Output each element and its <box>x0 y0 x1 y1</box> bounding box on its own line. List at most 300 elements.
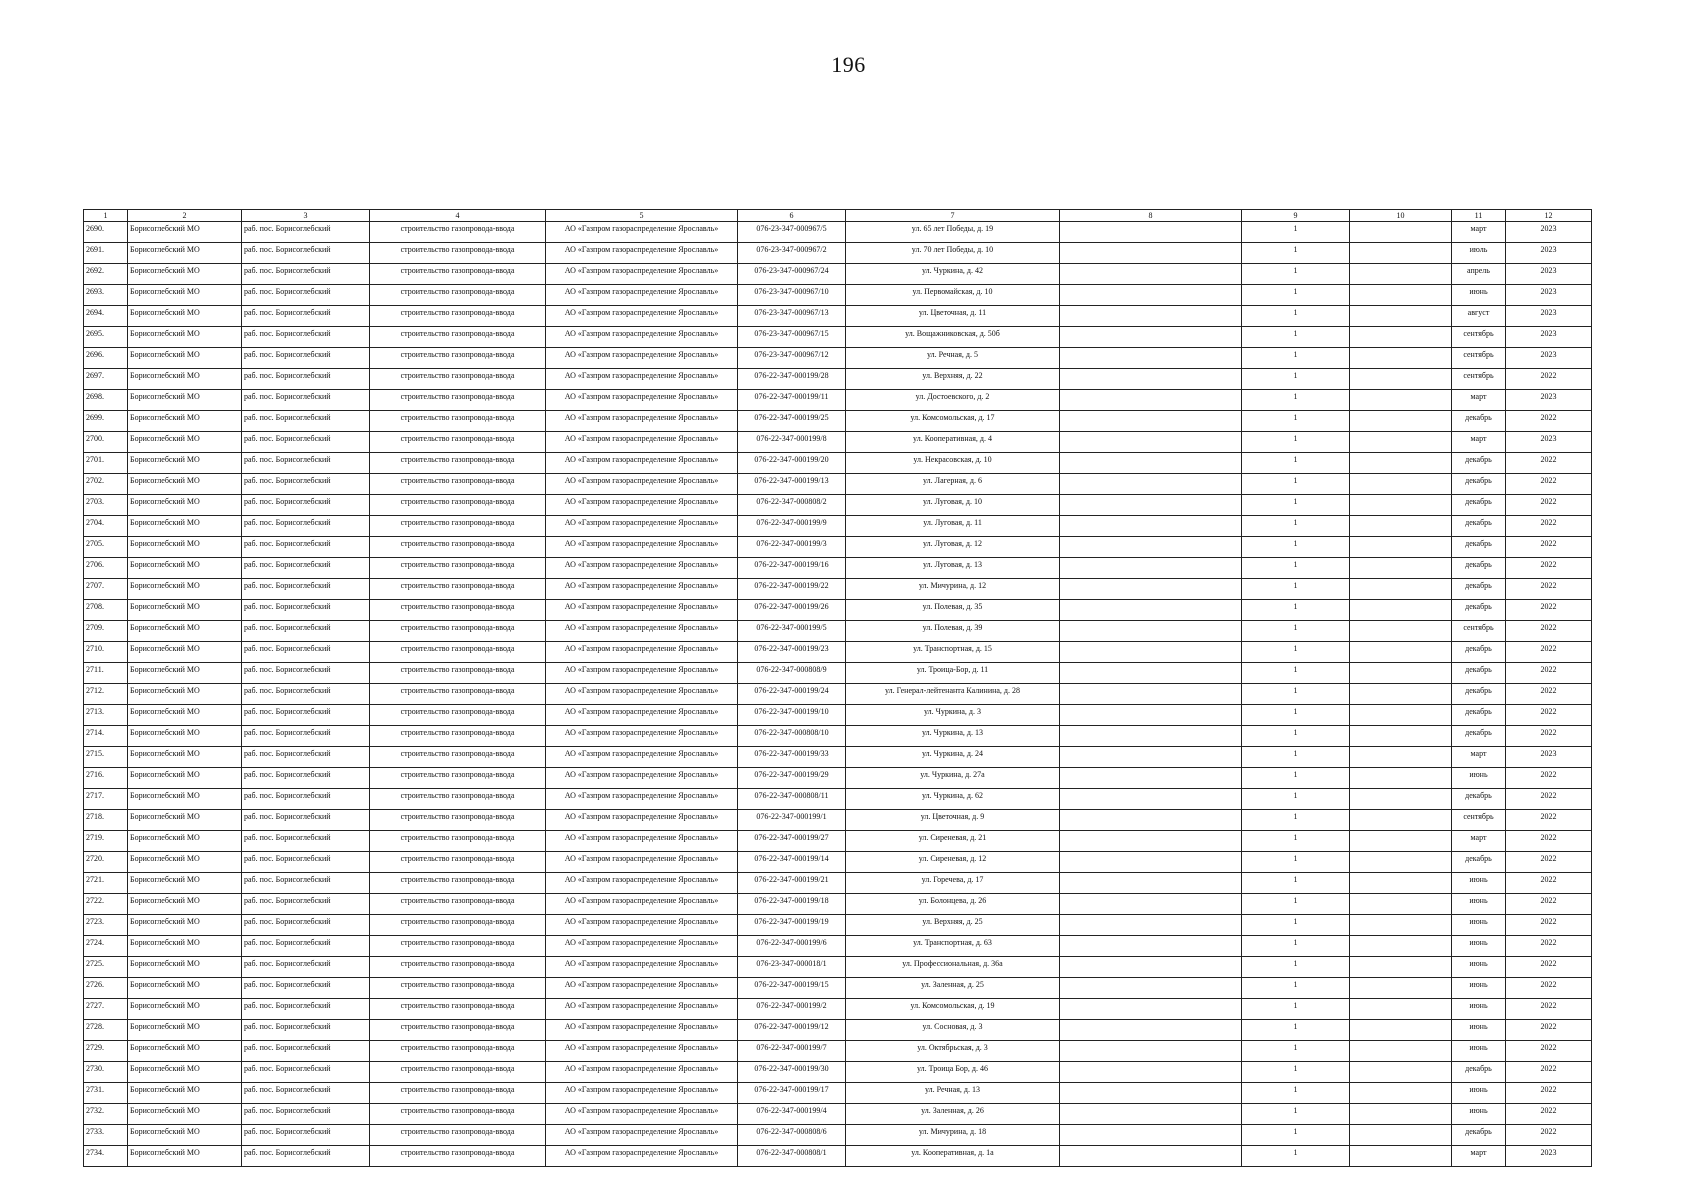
cell-municipality: Борисоглебский МО <box>128 495 242 516</box>
cell-month: декабрь <box>1452 1125 1506 1146</box>
cell-contract-number: 076-22-347-000199/16 <box>738 558 846 579</box>
cell-organization: АО «Газпром газораспределение Ярославль» <box>546 789 738 810</box>
cell-row-number: 2716. <box>84 768 128 789</box>
cell-column-8-value <box>1060 705 1242 726</box>
cell-municipality: Борисоглебский МО <box>128 663 242 684</box>
cell-row-number: 2714. <box>84 726 128 747</box>
cell-work-type: строительство газопровода-ввода <box>370 747 546 768</box>
cell-municipality: Борисоглебский МО <box>128 516 242 537</box>
cell-address: ул. Чуркина, д. 24 <box>846 747 1060 768</box>
cell-month: июнь <box>1452 936 1506 957</box>
cell-quantity: 1 <box>1242 915 1350 936</box>
cell-organization: АО «Газпром газораспределение Ярославль» <box>546 579 738 600</box>
cell-address: ул. Троица Бор, д. 46 <box>846 1062 1060 1083</box>
cell-column-10-value <box>1350 453 1452 474</box>
cell-month: март <box>1452 831 1506 852</box>
cell-column-10-value <box>1350 1125 1452 1146</box>
cell-address: ул. Верхняя, д. 25 <box>846 915 1060 936</box>
cell-address: ул. Некрасовская, д. 10 <box>846 453 1060 474</box>
cell-row-number: 2712. <box>84 684 128 705</box>
cell-address: ул. Первомайская, д. 10 <box>846 285 1060 306</box>
cell-column-8-value <box>1060 327 1242 348</box>
cell-organization: АО «Газпром газораспределение Ярославль» <box>546 852 738 873</box>
cell-organization: АО «Газпром газораспределение Ярославль» <box>546 1125 738 1146</box>
cell-year: 2022 <box>1506 1083 1592 1104</box>
cell-work-type: строительство газопровода-ввода <box>370 999 546 1020</box>
cell-work-type: строительство газопровода-ввода <box>370 243 546 264</box>
cell-column-10-value <box>1350 726 1452 747</box>
cell-row-number: 2722. <box>84 894 128 915</box>
cell-column-8-value <box>1060 642 1242 663</box>
cell-work-type: строительство газопровода-ввода <box>370 1020 546 1041</box>
cell-settlement: раб. пос. Борисоглебский <box>242 474 370 495</box>
cell-municipality: Борисоглебский МО <box>128 285 242 306</box>
cell-work-type: строительство газопровода-ввода <box>370 894 546 915</box>
cell-year: 2023 <box>1506 243 1592 264</box>
table-row <box>84 894 1592 915</box>
cell-address: ул. Полевая, д. 35 <box>846 600 1060 621</box>
cell-contract-number: 076-22-347-000808/10 <box>738 726 846 747</box>
cell-municipality: Борисоглебский МО <box>128 600 242 621</box>
cell-organization: АО «Газпром газораспределение Ярославль» <box>546 474 738 495</box>
cell-month: декабрь <box>1452 495 1506 516</box>
cell-year: 2022 <box>1506 537 1592 558</box>
table-row <box>84 705 1592 726</box>
cell-column-8-value <box>1060 852 1242 873</box>
cell-quantity: 1 <box>1242 1125 1350 1146</box>
cell-contract-number: 076-22-347-000199/24 <box>738 684 846 705</box>
cell-contract-number: 076-22-347-000199/12 <box>738 1020 846 1041</box>
cell-year: 2023 <box>1506 264 1592 285</box>
cell-quantity: 1 <box>1242 621 1350 642</box>
cell-quantity: 1 <box>1242 348 1350 369</box>
cell-column-10-value <box>1350 264 1452 285</box>
cell-organization: АО «Газпром газораспределение Ярославль» <box>546 684 738 705</box>
cell-column-10-value <box>1350 243 1452 264</box>
cell-month: сентябрь <box>1452 621 1506 642</box>
cell-work-type: строительство газопровода-ввода <box>370 873 546 894</box>
table-row <box>84 726 1592 747</box>
cell-address: ул. Цветочная, д. 11 <box>846 306 1060 327</box>
cell-municipality: Борисоглебский МО <box>128 474 242 495</box>
cell-contract-number: 076-22-347-000199/4 <box>738 1104 846 1125</box>
cell-quantity: 1 <box>1242 432 1350 453</box>
cell-row-number: 2698. <box>84 390 128 411</box>
cell-column-8-value <box>1060 1083 1242 1104</box>
cell-column-10-value <box>1350 957 1452 978</box>
cell-quantity: 1 <box>1242 999 1350 1020</box>
cell-municipality: Борисоглебский МО <box>128 243 242 264</box>
cell-column-8-value <box>1060 243 1242 264</box>
cell-organization: АО «Газпром газораспределение Ярославль» <box>546 306 738 327</box>
cell-month: декабрь <box>1452 600 1506 621</box>
cell-column-8-value <box>1060 474 1242 495</box>
cell-municipality: Борисоглебский МО <box>128 789 242 810</box>
cell-organization: АО «Газпром газораспределение Ярославль» <box>546 1104 738 1125</box>
cell-column-8-value <box>1060 894 1242 915</box>
table-row <box>84 999 1592 1020</box>
cell-row-number: 2727. <box>84 999 128 1020</box>
cell-settlement: раб. пос. Борисоглебский <box>242 726 370 747</box>
cell-organization: АО «Газпром газораспределение Ярославль» <box>546 915 738 936</box>
cell-address: ул. Верхняя, д. 22 <box>846 369 1060 390</box>
cell-row-number: 2731. <box>84 1083 128 1104</box>
cell-column-10-value <box>1350 642 1452 663</box>
cell-organization: АО «Газпром газораспределение Ярославль» <box>546 1083 738 1104</box>
cell-month: апрель <box>1452 264 1506 285</box>
cell-work-type: строительство газопровода-ввода <box>370 1041 546 1062</box>
cell-municipality: Борисоглебский МО <box>128 369 242 390</box>
cell-month: июль <box>1452 243 1506 264</box>
cell-quantity: 1 <box>1242 957 1350 978</box>
table-row <box>84 369 1592 390</box>
cell-work-type: строительство газопровода-ввода <box>370 495 546 516</box>
cell-work-type: строительство газопровода-ввода <box>370 957 546 978</box>
cell-municipality: Борисоглебский МО <box>128 306 242 327</box>
cell-municipality: Борисоглебский МО <box>128 957 242 978</box>
table-row <box>84 873 1592 894</box>
cell-month: декабрь <box>1452 411 1506 432</box>
cell-row-number: 2728. <box>84 1020 128 1041</box>
cell-column-10-value <box>1350 537 1452 558</box>
cell-month: декабрь <box>1452 789 1506 810</box>
cell-contract-number: 076-22-347-000199/15 <box>738 978 846 999</box>
cell-work-type: строительство газопровода-ввода <box>370 831 546 852</box>
cell-quantity: 1 <box>1242 663 1350 684</box>
cell-quantity: 1 <box>1242 222 1350 243</box>
column-header: 10 <box>1350 210 1452 222</box>
cell-organization: АО «Газпром газораспределение Ярославль» <box>546 348 738 369</box>
cell-column-8-value <box>1060 453 1242 474</box>
cell-row-number: 2703. <box>84 495 128 516</box>
table-row <box>84 306 1592 327</box>
cell-address: ул. Цветочная, д. 9 <box>846 810 1060 831</box>
cell-municipality: Борисоглебский МО <box>128 1041 242 1062</box>
table-row <box>84 663 1592 684</box>
cell-year: 2022 <box>1506 369 1592 390</box>
cell-year: 2022 <box>1506 558 1592 579</box>
cell-quantity: 1 <box>1242 684 1350 705</box>
cell-quantity: 1 <box>1242 243 1350 264</box>
column-header: 1 <box>84 210 128 222</box>
cell-work-type: строительство газопровода-ввода <box>370 1062 546 1083</box>
cell-settlement: раб. пос. Борисоглебский <box>242 621 370 642</box>
cell-row-number: 2711. <box>84 663 128 684</box>
cell-work-type: строительство газопровода-ввода <box>370 684 546 705</box>
table-row <box>84 432 1592 453</box>
cell-settlement: раб. пос. Борисоглебский <box>242 579 370 600</box>
cell-year: 2023 <box>1506 1146 1592 1167</box>
cell-row-number: 2693. <box>84 285 128 306</box>
cell-year: 2023 <box>1506 747 1592 768</box>
cell-contract-number: 076-22-347-000199/14 <box>738 852 846 873</box>
cell-work-type: строительство газопровода-ввода <box>370 621 546 642</box>
cell-address: ул. Луговая, д. 12 <box>846 537 1060 558</box>
cell-municipality: Борисоглебский МО <box>128 915 242 936</box>
table-row <box>84 390 1592 411</box>
cell-column-10-value <box>1350 1041 1452 1062</box>
table-row <box>84 1125 1592 1146</box>
cell-month: март <box>1452 747 1506 768</box>
cell-settlement: раб. пос. Борисоглебский <box>242 663 370 684</box>
cell-municipality: Борисоглебский МО <box>128 348 242 369</box>
cell-address: ул. Мичурина, д. 18 <box>846 1125 1060 1146</box>
cell-row-number: 2723. <box>84 915 128 936</box>
column-header: 7 <box>846 210 1060 222</box>
cell-address: ул. Достоевского, д. 2 <box>846 390 1060 411</box>
cell-year: 2022 <box>1506 642 1592 663</box>
cell-contract-number: 076-23-347-000967/5 <box>738 222 846 243</box>
cell-contract-number: 076-22-347-000199/28 <box>738 369 846 390</box>
cell-municipality: Борисоглебский МО <box>128 327 242 348</box>
cell-work-type: строительство газопровода-ввода <box>370 558 546 579</box>
cell-organization: АО «Газпром газораспределение Ярославль» <box>546 1146 738 1167</box>
cell-row-number: 2701. <box>84 453 128 474</box>
cell-row-number: 2706. <box>84 558 128 579</box>
cell-organization: АО «Газпром газораспределение Ярославль» <box>546 1062 738 1083</box>
gas-pipeline-registry-table <box>83 209 1592 1167</box>
cell-municipality: Борисоглебский МО <box>128 873 242 894</box>
cell-month: сентябрь <box>1452 810 1506 831</box>
cell-organization: АО «Газпром газораспределение Ярославль» <box>546 432 738 453</box>
cell-address: ул. Речная, д. 13 <box>846 1083 1060 1104</box>
cell-settlement: раб. пос. Борисоглебский <box>242 873 370 894</box>
table-row <box>84 600 1592 621</box>
cell-settlement: раб. пос. Борисоглебский <box>242 915 370 936</box>
table-row <box>84 621 1592 642</box>
cell-settlement: раб. пос. Борисоглебский <box>242 705 370 726</box>
cell-column-10-value <box>1350 390 1452 411</box>
cell-row-number: 2715. <box>84 747 128 768</box>
cell-municipality: Борисоглебский МО <box>128 432 242 453</box>
cell-column-10-value <box>1350 1083 1452 1104</box>
cell-quantity: 1 <box>1242 705 1350 726</box>
cell-column-8-value <box>1060 1020 1242 1041</box>
cell-year: 2022 <box>1506 621 1592 642</box>
cell-column-10-value <box>1350 432 1452 453</box>
cell-row-number: 2699. <box>84 411 128 432</box>
cell-organization: АО «Газпром газораспределение Ярославль» <box>546 1020 738 1041</box>
cell-column-10-value <box>1350 663 1452 684</box>
cell-settlement: раб. пос. Борисоглебский <box>242 453 370 474</box>
cell-work-type: строительство газопровода-ввода <box>370 411 546 432</box>
cell-contract-number: 076-23-347-000018/1 <box>738 957 846 978</box>
cell-month: декабрь <box>1452 726 1506 747</box>
table-row <box>84 1104 1592 1125</box>
cell-municipality: Борисоглебский МО <box>128 978 242 999</box>
cell-work-type: строительство газопровода-ввода <box>370 579 546 600</box>
cell-month: июнь <box>1452 768 1506 789</box>
cell-column-10-value <box>1350 306 1452 327</box>
cell-row-number: 2697. <box>84 369 128 390</box>
cell-work-type: строительство газопровода-ввода <box>370 474 546 495</box>
cell-column-8-value <box>1060 579 1242 600</box>
cell-column-10-value <box>1350 558 1452 579</box>
table-row <box>84 747 1592 768</box>
cell-work-type: строительство газопровода-ввода <box>370 663 546 684</box>
cell-year: 2023 <box>1506 432 1592 453</box>
cell-work-type: строительство газопровода-ввода <box>370 1146 546 1167</box>
cell-year: 2022 <box>1506 684 1592 705</box>
cell-quantity: 1 <box>1242 831 1350 852</box>
cell-settlement: раб. пос. Борисоглебский <box>242 936 370 957</box>
table-row <box>84 642 1592 663</box>
cell-row-number: 2705. <box>84 537 128 558</box>
cell-row-number: 2724. <box>84 936 128 957</box>
cell-address: ул. Луговая, д. 13 <box>846 558 1060 579</box>
cell-quantity: 1 <box>1242 642 1350 663</box>
cell-settlement: раб. пос. Борисоглебский <box>242 411 370 432</box>
cell-quantity: 1 <box>1242 1062 1350 1083</box>
cell-year: 2022 <box>1506 663 1592 684</box>
cell-quantity: 1 <box>1242 600 1350 621</box>
cell-municipality: Борисоглебский МО <box>128 684 242 705</box>
cell-column-8-value <box>1060 369 1242 390</box>
cell-month: декабрь <box>1452 1062 1506 1083</box>
cell-contract-number: 076-23-347-000967/2 <box>738 243 846 264</box>
cell-contract-number: 076-22-347-000199/18 <box>738 894 846 915</box>
cell-year: 2022 <box>1506 600 1592 621</box>
cell-settlement: раб. пос. Борисоглебский <box>242 1104 370 1125</box>
cell-column-8-value <box>1060 1104 1242 1125</box>
cell-settlement: раб. пос. Борисоглебский <box>242 537 370 558</box>
cell-column-8-value <box>1060 558 1242 579</box>
cell-column-8-value <box>1060 978 1242 999</box>
cell-municipality: Борисоглебский МО <box>128 831 242 852</box>
cell-quantity: 1 <box>1242 579 1350 600</box>
cell-address: ул. 70 лет Победы, д. 10 <box>846 243 1060 264</box>
cell-municipality: Борисоглебский МО <box>128 705 242 726</box>
cell-organization: АО «Газпром газораспределение Ярославль» <box>546 495 738 516</box>
cell-row-number: 2717. <box>84 789 128 810</box>
cell-address: ул. Полевая, д. 39 <box>846 621 1060 642</box>
column-header: 11 <box>1452 210 1506 222</box>
cell-organization: АО «Газпром газораспределение Ярославль» <box>546 957 738 978</box>
cell-municipality: Борисоглебский МО <box>128 1146 242 1167</box>
cell-contract-number: 076-22-347-000199/23 <box>738 642 846 663</box>
cell-settlement: раб. пос. Борисоглебский <box>242 369 370 390</box>
cell-year: 2022 <box>1506 789 1592 810</box>
table-row <box>84 474 1592 495</box>
cell-row-number: 2702. <box>84 474 128 495</box>
column-header: 12 <box>1506 210 1592 222</box>
cell-municipality: Борисоглебский МО <box>128 390 242 411</box>
cell-work-type: строительство газопровода-ввода <box>370 852 546 873</box>
cell-column-10-value <box>1350 285 1452 306</box>
table-row <box>84 1146 1592 1167</box>
cell-organization: АО «Газпром газораспределение Ярославль» <box>546 558 738 579</box>
cell-municipality: Борисоглебский МО <box>128 453 242 474</box>
table-row <box>84 1041 1592 1062</box>
cell-work-type: строительство газопровода-ввода <box>370 348 546 369</box>
cell-quantity: 1 <box>1242 873 1350 894</box>
table-row <box>84 852 1592 873</box>
cell-quantity: 1 <box>1242 411 1350 432</box>
cell-row-number: 2695. <box>84 327 128 348</box>
cell-address: ул. Троица-Бор, д. 11 <box>846 663 1060 684</box>
cell-year: 2022 <box>1506 495 1592 516</box>
table-row <box>84 285 1592 306</box>
cell-row-number: 2710. <box>84 642 128 663</box>
cell-quantity: 1 <box>1242 369 1350 390</box>
cell-contract-number: 076-22-347-000199/29 <box>738 768 846 789</box>
cell-address: ул. Горечева, д. 17 <box>846 873 1060 894</box>
cell-organization: АО «Газпром газораспределение Ярославль» <box>546 453 738 474</box>
cell-year: 2023 <box>1506 222 1592 243</box>
cell-quantity: 1 <box>1242 390 1350 411</box>
cell-settlement: раб. пос. Борисоглебский <box>242 495 370 516</box>
cell-organization: АО «Газпром газораспределение Ярославль» <box>546 936 738 957</box>
cell-column-8-value <box>1060 495 1242 516</box>
cell-contract-number: 076-22-347-000199/13 <box>738 474 846 495</box>
cell-work-type: строительство газопровода-ввода <box>370 306 546 327</box>
table-row <box>84 978 1592 999</box>
cell-month: декабрь <box>1452 663 1506 684</box>
cell-work-type: строительство газопровода-ввода <box>370 936 546 957</box>
cell-quantity: 1 <box>1242 1083 1350 1104</box>
cell-municipality: Борисоглебский МО <box>128 411 242 432</box>
cell-address: ул. Чуркина, д. 62 <box>846 789 1060 810</box>
cell-year: 2022 <box>1506 411 1592 432</box>
cell-year: 2022 <box>1506 894 1592 915</box>
cell-year: 2022 <box>1506 705 1592 726</box>
cell-year: 2022 <box>1506 474 1592 495</box>
cell-organization: АО «Газпром газораспределение Ярославль» <box>546 411 738 432</box>
cell-address: ул. Заленная, д. 26 <box>846 1104 1060 1125</box>
cell-work-type: строительство газопровода-ввода <box>370 600 546 621</box>
cell-contract-number: 076-23-347-000967/15 <box>738 327 846 348</box>
table-row <box>84 1062 1592 1083</box>
cell-column-10-value <box>1350 495 1452 516</box>
cell-settlement: раб. пос. Борисоглебский <box>242 600 370 621</box>
cell-work-type: строительство газопровода-ввода <box>370 1104 546 1125</box>
cell-contract-number: 076-23-347-000967/13 <box>738 306 846 327</box>
cell-organization: АО «Газпром газораспределение Ярославль» <box>546 327 738 348</box>
column-header: 9 <box>1242 210 1350 222</box>
cell-row-number: 2725. <box>84 957 128 978</box>
cell-address: ул. Кооперативная, д. 4 <box>846 432 1060 453</box>
cell-year: 2023 <box>1506 348 1592 369</box>
cell-month: декабрь <box>1452 684 1506 705</box>
cell-column-8-value <box>1060 726 1242 747</box>
cell-organization: АО «Газпром газораспределение Ярославль» <box>546 642 738 663</box>
cell-year: 2022 <box>1506 453 1592 474</box>
cell-municipality: Борисоглебский МО <box>128 999 242 1020</box>
cell-column-8-value <box>1060 600 1242 621</box>
cell-contract-number: 076-22-347-000808/9 <box>738 663 846 684</box>
cell-row-number: 2691. <box>84 243 128 264</box>
cell-organization: АО «Газпром газораспределение Ярославль» <box>546 621 738 642</box>
cell-quantity: 1 <box>1242 327 1350 348</box>
cell-municipality: Борисоглебский МО <box>128 894 242 915</box>
cell-municipality: Борисоглебский МО <box>128 768 242 789</box>
cell-settlement: раб. пос. Борисоглебский <box>242 558 370 579</box>
cell-column-8-value <box>1060 789 1242 810</box>
cell-municipality: Борисоглебский МО <box>128 726 242 747</box>
cell-settlement: раб. пос. Борисоглебский <box>242 852 370 873</box>
table-row <box>84 579 1592 600</box>
cell-work-type: строительство газопровода-ввода <box>370 327 546 348</box>
cell-address: ул. Профессиональная, д. 36а <box>846 957 1060 978</box>
cell-row-number: 2707. <box>84 579 128 600</box>
cell-contract-number: 076-22-347-000808/2 <box>738 495 846 516</box>
table-row <box>84 327 1592 348</box>
cell-month: июнь <box>1452 999 1506 1020</box>
cell-contract-number: 076-22-347-000199/33 <box>738 747 846 768</box>
cell-quantity: 1 <box>1242 726 1350 747</box>
cell-work-type: строительство газопровода-ввода <box>370 453 546 474</box>
cell-address: ул. Чуркина, д. 27а <box>846 768 1060 789</box>
